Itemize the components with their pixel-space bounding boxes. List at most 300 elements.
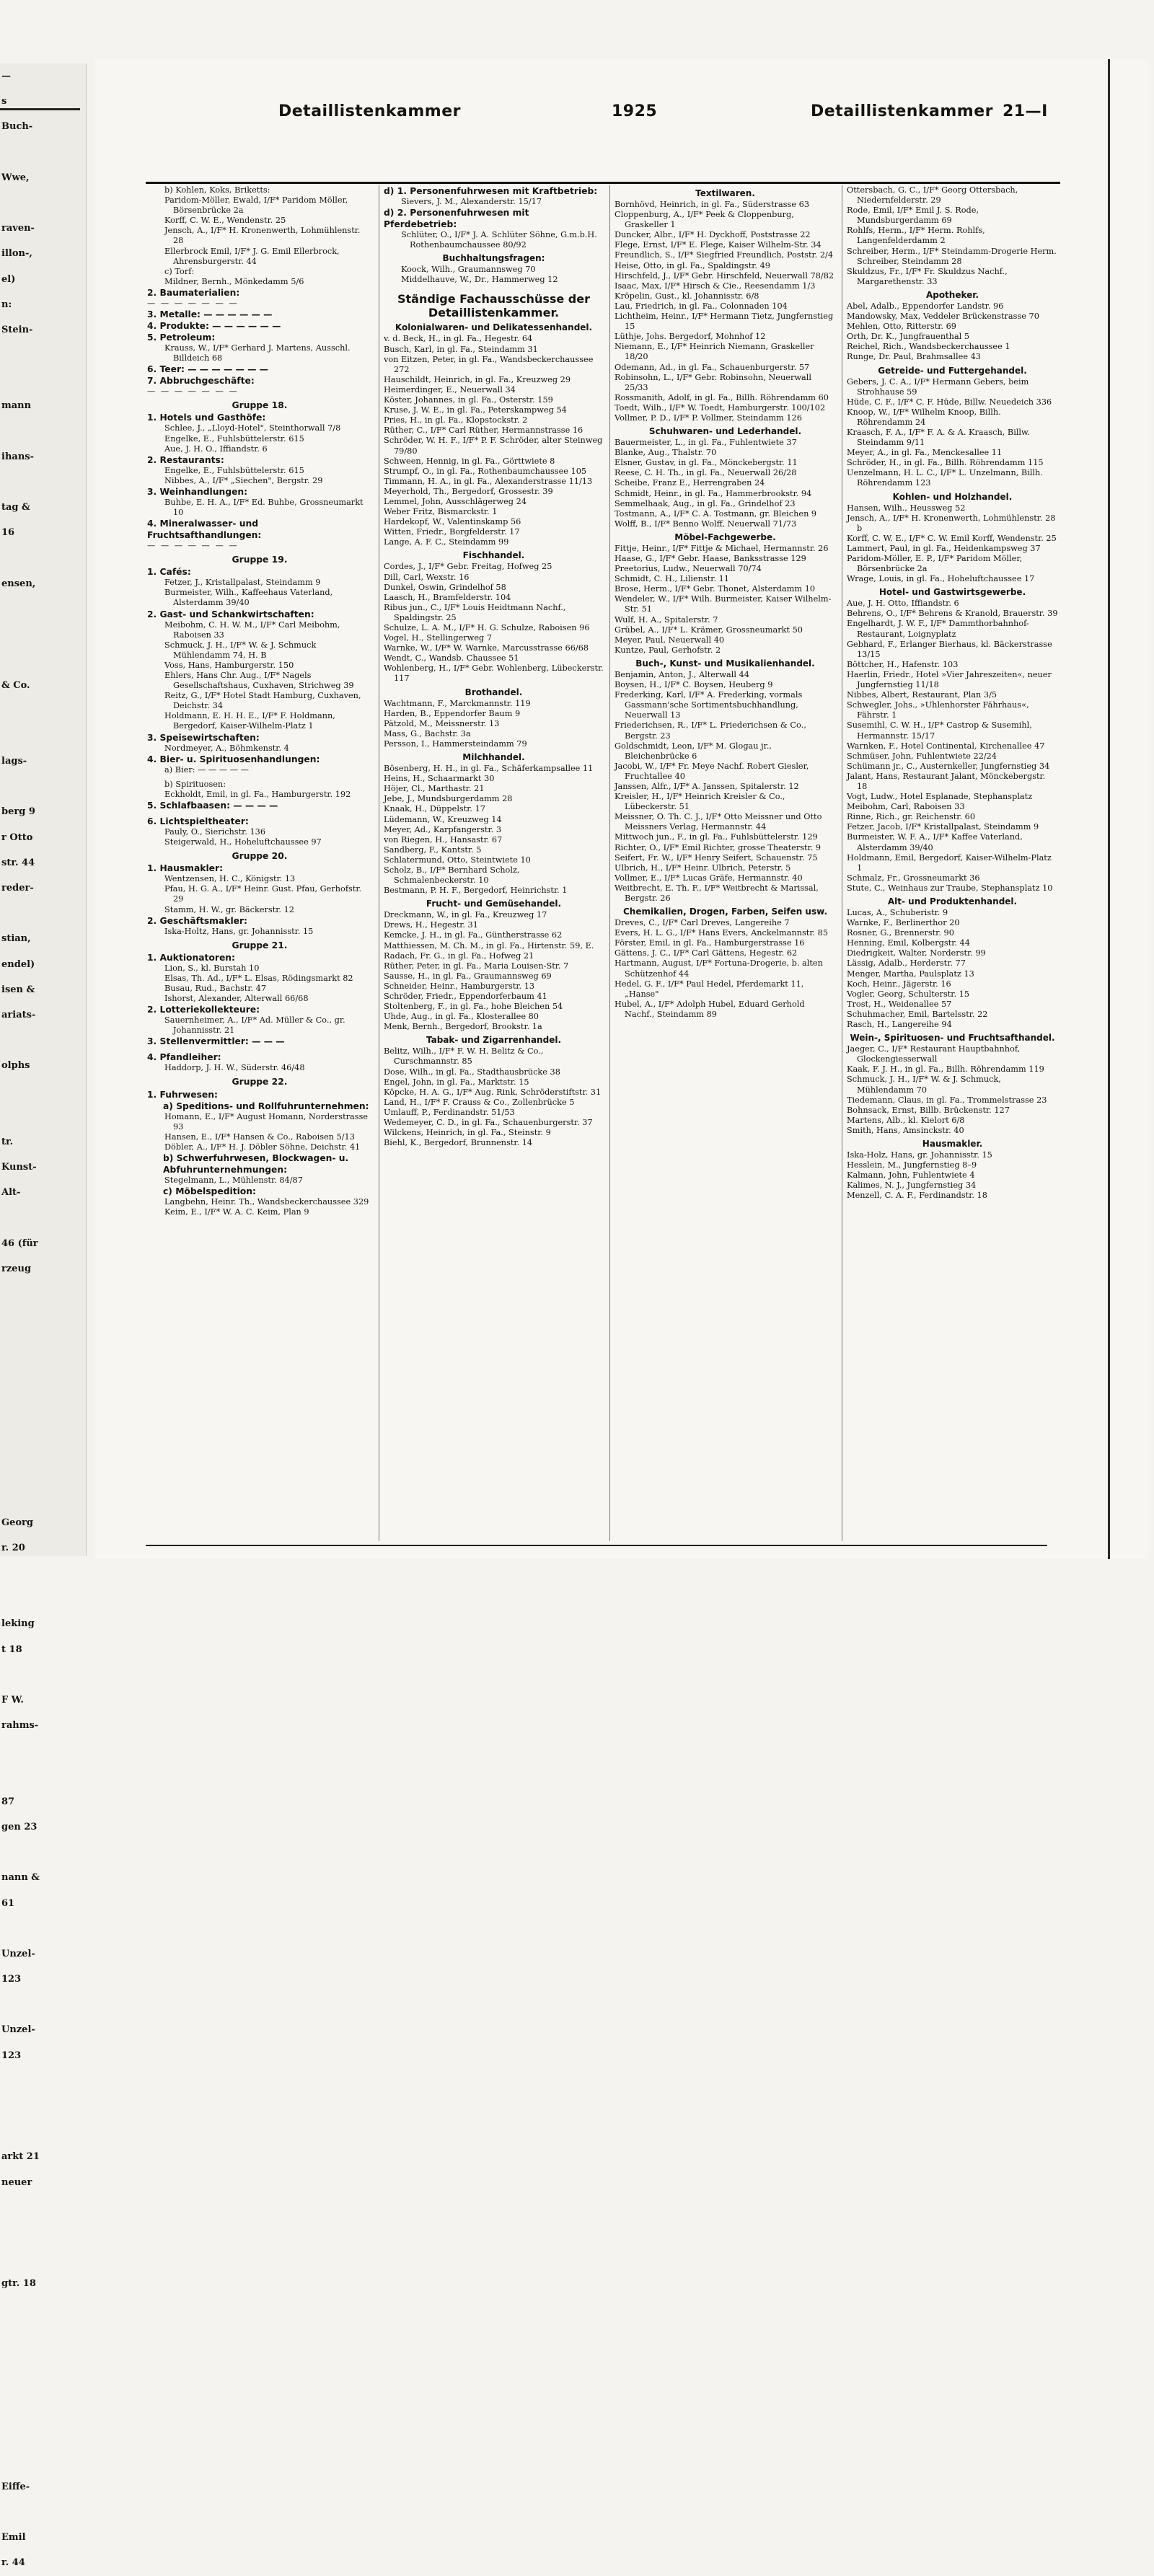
header-year: 1925: [612, 102, 658, 120]
directory-entry: Heimerdinger, E., Neuerwall 34: [384, 384, 516, 394]
previous-page-line: 123: [1, 2050, 22, 2061]
category-heading: 1. Auktionatoren:: [147, 952, 235, 963]
header-rule: [146, 182, 1060, 184]
page-binding-edge: [1108, 59, 1148, 1559]
directory-entry: Korff, C. W. E., I/F* C. W. Emil Korff, Wendenstr. 25: [847, 533, 1057, 543]
previous-page-line: olphs: [1, 1060, 30, 1072]
directory-entry: Vollmer, P. D., I/F* P. Vollmer, Steindamm 126: [615, 413, 802, 423]
section-heading: Wein-, Spirituosen- und Fruchtsafthandel.: [850, 1033, 1055, 1044]
previous-page-line: [0, 2322, 86, 2347]
directory-entry: Busch, Karl, in gl. Fa., Steindamm 31: [384, 344, 538, 354]
directory-entry: Elsner, Gustav, in gl. Fa., Mönckebergstr. 11: [615, 458, 798, 468]
directory-entry: Schlee, J., „Lloyd-Hotel", Steinthorwall 7/8: [164, 423, 341, 433]
section-heading: Milchhandel.: [462, 752, 525, 763]
directory-entry: Jalant, Hans, Restaurant Jalant, Mönckebergstr. 18: [847, 771, 1046, 791]
directory-entry: Iska-Holtz, Hans, gr. Johannisstr. 15: [164, 926, 314, 936]
directory-entry: Dose, Wilh., in gl. Fa., Stadthausbrücke 38: [384, 1067, 560, 1077]
previous-page-line: lags-: [1, 756, 27, 767]
previous-page-line: str. 44: [1, 857, 35, 868]
directory-entry: Bestmann, P. H. F., Bergedorf, Heinrichstr. 1: [384, 886, 568, 896]
directory-entry: Radach, Fr. G., in gl. Fa., Hofweg 21: [384, 950, 534, 961]
previous-page-line: [0, 2246, 86, 2271]
directory-entry: Holdmann, E. H. H. E., I/F* F. Holdmann, Bergedorf, Kaiser-Wilhelm-Platz 1: [164, 711, 335, 731]
directory-entry: Weitbrecht, E. Th. F., I/F* Weitbrecht & Marissal, Bergstr. 26: [615, 883, 819, 903]
directory-entry: Buhbe, E. H. A., I/F* Ed. Buhbe, Grossneumarkt 10: [164, 497, 364, 517]
directory-entry: Mittwoch jun., F., in gl. Fa., Fuhlsbüttelerstr. 129: [615, 832, 818, 842]
section-heading: Buchhaltungsfragen:: [442, 253, 545, 264]
directory-entry: Wilckens, Heinrich, in gl. Fa., Steinstr. 9: [384, 1128, 551, 1138]
previous-page-line: [0, 1434, 86, 1459]
directory-entry: Ehlers, Hans Chr. Aug., I/F* Nagels Gesellschaftshaus, Cuxhaven, Strichweg 39: [164, 671, 354, 691]
directory-entry: Hedel, G. F., I/F* Paul Hedel, Pferdemarkt 11, „Hanse": [615, 979, 804, 999]
previous-page-lines: [0, 63, 86, 2576]
previous-page-line: Emil: [1, 2532, 26, 2544]
previous-page-line: Kunst-: [1, 1162, 37, 1173]
directory-entry: Ishorst, Alexander, Alterwall 66/68: [164, 994, 309, 1004]
previous-page-line: rzeug: [1, 1263, 32, 1274]
previous-page-line: endel): [1, 958, 35, 970]
directory-entry: Engelke, E., Fuhlsbüttelerstr. 615: [164, 465, 304, 475]
directory-entry: Freundlich, S., I/F* Siegfried Freundlich, Poststr. 2/4: [615, 250, 834, 260]
directory-entry: Wendt, C., Wandsb. Chaussee 51: [384, 653, 519, 663]
previous-page-line: [0, 1916, 86, 1941]
directory-entry: Lemmel, John, Ausschlägerweg 24: [384, 496, 527, 506]
section-heading: Brothandel.: [464, 687, 523, 697]
directory-entry: Stamm, H. W., gr. Bäckerstr. 12: [164, 904, 294, 914]
previous-page-line: [0, 2398, 86, 2423]
previous-page-line: [0, 1383, 86, 1408]
section-heading: Kohlen- und Holzhandel.: [892, 491, 1013, 502]
directory-entry: Vogt, Ludw., Hotel Esplanade, Stephansplatz: [847, 792, 1033, 802]
directory-entry: Schmuck, J. H., I/F* W. & J. Schmuck, Mühlendamm 70: [847, 1075, 1001, 1095]
previous-page-line: ihans-: [1, 451, 34, 462]
directory-entry: Wendeler, W., I/F* Wilh. Burmeister, Kaiser Wilhelm-Str. 51: [615, 594, 832, 614]
directory-entry: Schmuck, J. H., I/F* W. & J. Schmuck Mühlendamm 74, H. B: [164, 640, 317, 660]
directory-entry: Rinne, Rich., gr. Reichenstr. 60: [847, 812, 976, 822]
directory-entry: Vollmer, E., I/F* Lucas Gräfe, Hermannstr. 40: [615, 873, 803, 883]
previous-page-line: leking: [1, 1618, 35, 1630]
column-4: [842, 185, 1058, 1541]
section-heading: Chemikalien, Drogen, Farben, Seifen usw.: [622, 907, 827, 917]
previous-page-line: 123: [1, 1974, 22, 1985]
section-heading: Alt- und Produktenhandel.: [887, 896, 1018, 907]
previous-page-line: [0, 774, 86, 799]
previous-page-line: [0, 2068, 86, 2094]
directory-entry: Lammert, Paul, in gl. Fa., Heidenkampsweg 37: [847, 543, 1041, 553]
directory-entry: Schwegler, Johs., »Uhlenhorster Fährhaus«, Fährstr. 1: [847, 700, 1029, 720]
directory-entry: Bornhövd, Heinrich, in gl. Fa., Süderstrasse 63: [615, 200, 810, 209]
directory-entry: Brose, Herm., I/F* Gebr. Thonet, Alsterdamm 10: [615, 584, 816, 594]
group-heading: Gruppe 18.: [232, 400, 288, 411]
directory-entry: Kalmann, John, Fuhlentwiete 4: [847, 1170, 975, 1181]
directory-entry: Kreisler, H., I/F* Heinrich Kreisler & Co., Lübeckerstr. 51: [615, 792, 785, 812]
directory-entry: Pätzold, M., Meissnerstr. 13: [384, 718, 500, 728]
directory-entry: Schröder, H., in gl. Fa., Billh. Röhrendamm 115: [847, 458, 1044, 468]
previous-page-line: Unzel-: [1, 1948, 35, 1959]
previous-page-line: mann: [1, 400, 32, 412]
directory-entry: Vogel, H., Stellingerweg 7: [384, 633, 493, 643]
previous-page-line: 16: [1, 527, 15, 539]
section-heading: Textilwaren.: [695, 188, 755, 198]
directory-entry: Lange, A. F. C., Steindamm 99: [384, 537, 509, 547]
section-heading: Möbel-Fachgewerbe.: [674, 531, 776, 542]
column-1: [147, 185, 372, 1541]
directory-entry: Voss, Hans, Hamburgerstr. 150: [164, 660, 294, 670]
directory-entry: Jebe, J., Mundsburgerdamm 28: [384, 794, 513, 804]
previous-page-line: [0, 2297, 86, 2322]
category-heading: 2. Lotteriekollekteure:: [147, 1005, 260, 1015]
directory-entry: Lässig, Adalb., Herderstr. 77: [847, 958, 966, 969]
directory-entry: Burmeister, W. F. A., I/F* Kaffee Vaterland, Alsterdamm 39/40: [847, 832, 1023, 852]
directory-entry: Odemann, Ad., in gl. Fa., Schauenburgerstr. 57: [615, 362, 810, 372]
directory-entry: Rüther, Peter, in gl. Fa., Maria Louisen-Str. 7: [384, 961, 569, 971]
directory-entry: Koch, Heinr., Jägerstr. 16: [847, 979, 951, 989]
category-heading: 1. Hotels und Gasthöfe:: [147, 413, 266, 423]
directory-entry: Biehl, K., Bergedorf, Brunnenstr. 14: [384, 1138, 533, 1148]
previous-page-line: [0, 2423, 86, 2448]
directory-entry: Mandowsky, Max, Veddeler Brückenstrasse 70: [847, 312, 1039, 322]
directory-entry: Frederking, Karl, I/F* A. Frederking, vormals Gassmann'sche Sortimentsbuchhandlung, Neuerwall 13: [615, 690, 803, 720]
directory-entry: Blanke, Aug., Thalstr. 70: [615, 448, 717, 458]
directory-entry: Paridom-Möller, Ewald, I/F* Paridom Möller, Börsenbrücke 2a: [164, 195, 348, 216]
previous-page-line: el): [1, 273, 16, 285]
category-heading: 4. Bier- u. Spirituosenhandlungen:: [147, 754, 320, 764]
directory-entry: Kröpelin, Gust., kl. Johannisstr. 6/8: [615, 291, 759, 301]
directory-entry: Cordes, J., I/F* Gebr. Freitag, Hofweg 25: [384, 562, 552, 572]
previous-page-line: s: [1, 96, 7, 107]
directory-entry: Böttcher, H., Hafenstr. 103: [847, 659, 959, 669]
previous-page-line: t 18: [1, 1644, 22, 1655]
directory-entry: Meyer, Ad., Karpfangerstr. 3: [384, 824, 502, 834]
category-heading: 4. Pfandleiher:: [147, 1052, 221, 1063]
category-heading: 3. Weinhandlungen:: [147, 486, 248, 497]
directory-entry: Nibbes, Albert, Restaurant, Plan 3/5: [847, 690, 997, 700]
previous-page-line: 87: [1, 1796, 15, 1807]
directory-entry: Vogler, Georg, Schulterstr. 15: [847, 989, 970, 999]
directory-entry: Haddorp, J. H. W., Süderstr. 46/48: [164, 1063, 305, 1073]
directory-entry: Eckholdt, Emil, in gl. Fa., Hamburgerstr. 192: [164, 789, 351, 799]
column-2: [379, 185, 604, 1541]
previous-page-line: Stein-: [1, 324, 33, 335]
directory-entry: Rode, Emil, I/F* Emil J. S. Rode, Mundsburgerdamm 69: [847, 206, 979, 226]
directory-entry: Haerlin, Friedr., Hotel »Vier Jahreszeiten«, neuer Jungfernstieg 11/18: [847, 669, 1052, 690]
directory-entry: Bauermeister, L., in gl. Fa., Fuhlentwiete 37: [615, 438, 797, 448]
directory-entry: Hansen, E., I/F* Hansen & Co., Raboisen 5/13: [164, 1132, 355, 1142]
category-heading: 3. Stellenvermittler: — — —: [147, 1036, 285, 1047]
directory-entry: Gättens, J. C., I/F* Carl Gättens, Hegestr. 62: [615, 948, 798, 958]
category-heading: 4. Mineralwasser- und Fruchtsafthandlungen:: [147, 519, 262, 541]
previous-page-line: r Otto: [1, 832, 33, 843]
directory-entry: Schneider, Heinr., Hamburgerstr. 13: [384, 981, 535, 991]
directory-entry: Hesslein, M., Jungfernstieg 8–9: [847, 1160, 977, 1170]
directory-entry: Jensch, A., I/F* H. Kronenwerth, Lohmühlenstr. 28 b: [847, 513, 1056, 533]
previous-page-line: 61: [1, 1897, 15, 1909]
directory-entry: Busau, Rud., Bachstr. 47: [164, 983, 267, 993]
category-heading: 4. Produkte: — — — — — —: [147, 321, 281, 332]
group-heading: Gruppe 20.: [232, 851, 288, 862]
previous-page-line: Georg: [1, 1517, 33, 1528]
previous-page-line: arkt 21: [1, 2151, 40, 2163]
previous-page-line: [0, 901, 86, 926]
directory-entry: Jaeger, C., I/F* Restaurant Hauptbahnhof, Glockengiesserwall: [847, 1044, 1021, 1064]
directory-entry: Tiedemann, Claus, in gl. Fa., Trommelstrasse 23: [847, 1095, 1047, 1105]
previous-page-line: tag &: [1, 502, 30, 513]
category-heading: 3. Metalle: — — — — — —: [147, 309, 273, 320]
directory-entry: Niemann, E., I/F* Heinrich Niemann, Graskeller 18/20: [615, 342, 814, 362]
blank-placeholder: — — — — — — —: [147, 298, 239, 308]
previous-page-line: Wwe,: [1, 172, 30, 183]
directory-entry: Strumpf, O., in gl. Fa., Rothenbaumchaussee 105: [384, 466, 587, 476]
directory-entry: Seifert, Fr. W., I/F* Henry Seifert, Schauenstr. 75: [615, 852, 818, 863]
directory-entry: Jensch, A., I/F* H. Kronenwerth, Lohmühlenstr. 28: [164, 226, 361, 246]
directory-entry: Bohnsack, Ernst, Billb. Brückenstr. 127: [847, 1105, 1010, 1115]
directory-entry: Lüdemann, W., Kreuzweg 14: [384, 814, 502, 824]
directory-entry: Richter, O., I/F* Emil Richter, grosse Theaterstr. 9: [615, 842, 822, 852]
directory-entry: Semmelhaak, Aug., in gl. Fa., Grindelhof 23: [615, 498, 796, 508]
directory-entry: Susemihl, C. W. H., I/F* Castrop & Susemihl, Hermannstr. 15/17: [847, 720, 1032, 741]
previous-page-line: [0, 1205, 86, 1230]
directory-entry: Meyer, A., in gl. Fa., Menckesallee 11: [847, 448, 1003, 458]
directory-entry: Wulf, H. A., Spitalerstr. 7: [615, 614, 718, 625]
directory-entry: Kalimes, N. J., Jungfernstieg 34: [847, 1181, 977, 1191]
directory-entry: Witten, Friedr., Borgfelderstr. 17: [384, 527, 520, 537]
header-page-number: 21—I: [1003, 102, 1048, 120]
directory-entry: Rüther, C., I/F* Carl Rüther, Hermannstrasse 16: [384, 425, 583, 436]
directory-entry: Mehlen, Otto, Ritterstr. 69: [847, 322, 956, 332]
section-heading: Tabak- und Zigarrenhandel.: [426, 1035, 562, 1046]
directory-entry: Schümann jr., C., Austernkeller, Jungfernstieg 34: [847, 761, 1050, 771]
directory-entry: Schuhmacher, Emil, Bartelsstr. 22: [847, 1009, 988, 1019]
directory-entry: Fetzer, Jacob, I/F* Kristallpalast, Steindamm 9: [847, 822, 1039, 832]
directory-entry: Scholz, B., I/F* Bernhard Scholz, Schmalenbeckerstr. 10: [384, 865, 520, 886]
directory-entry: Scheibe, Franz E., Herrengraben 24: [615, 478, 765, 488]
directory-entry: Meissner, O. Th. C. J., I/F* Otto Meissner und Otto Meissners Verlag, Hermannstr. 44: [615, 812, 822, 832]
directory-entry: Engel, John, in gl. Fa., Marktstr. 15: [384, 1077, 529, 1087]
directory-page: [95, 59, 1148, 1559]
blank-placeholder: — — — — — — —: [147, 541, 239, 551]
directory-entry: Meibohm, Carl, Raboisen 33: [847, 802, 965, 812]
directory-entry: Stegelmann, L., Mühlenstr. 84/87: [164, 1175, 303, 1185]
directory-entry: Haase, G., I/F* Gebr. Haase, Banksstrasse 129: [615, 554, 806, 563]
page-header: [146, 102, 1054, 131]
directory-entry: Sausse, H., in gl. Fa., Graumannsweg 69: [384, 971, 552, 981]
previous-page-line: [0, 1485, 86, 1510]
previous-page-line: [0, 1282, 86, 1307]
directory-entry: Janssen, Alfr., I/F* A. Janssen, Spitalerstr. 12: [615, 781, 799, 791]
previous-page-line: 46 (für: [1, 1238, 38, 1249]
directory-entry: von Riegen, H., Hansastr. 67: [384, 834, 503, 844]
previous-page-line: [0, 1104, 86, 1129]
directory-entry: Smith, Hans, Amsinckstr. 40: [847, 1125, 964, 1135]
previous-page-line: [0, 1079, 86, 1104]
directory-entry: Middelhauve, W., Dr., Hammerweg 12: [401, 275, 558, 285]
directory-entry: Schlüter, O., I/F* J. A. Schlüter Söhne, G.m.b.H. Rothenbaumchaussee 80/92: [401, 230, 597, 250]
directory-entry: Friederichsen, R., I/F* L. Friederichsen & Co., Bergstr. 23: [615, 720, 806, 741]
directory-entry: Ribus jun., C., I/F* Louis Heidtmann Nachf., Spaldingstr. 25: [384, 602, 566, 622]
directory-entry: Kaak, F. J. H., in gl. Fa., Billh. Röhrendamm 119: [847, 1064, 1044, 1075]
directory-entry: Matthiessen, M. Ch. M., in gl. Fa., Hirtenstr. 59, E.: [384, 940, 594, 950]
previous-page-line: [0, 2220, 86, 2246]
directory-entry: Skuldzus, Fr., I/F* Fr. Skuldzus Nachf., Margarethenstr. 33: [847, 266, 1008, 286]
directory-entry: Lichtheim, Heinr., I/F* Hermann Tietz, Jungfernstieg 15: [615, 312, 834, 332]
previous-page-line: illon-,: [1, 248, 32, 260]
directory-entry: Stoltenberg, F., in gl. Fa., hohe Bleichen 54: [384, 1002, 563, 1012]
category-heading: a) Speditions- und Rollfuhrunternehmen:: [163, 1100, 369, 1111]
directory-entry: Pfau, H. G. A., I/F* Heinr. Gust. Pfau, Gerhofstr. 29: [164, 884, 362, 904]
previous-page-line: stian,: [1, 933, 31, 945]
group-heading: Gruppe 22.: [232, 1077, 288, 1088]
previous-page-line: [0, 1408, 86, 1434]
directory-entry: Toedt, Wilh., I/F* W. Toedt, Hamburgerstr. 100/102: [615, 402, 826, 413]
directory-entry: Förster, Emil, in gl. Fa., Hamburgerstrasse 16: [615, 938, 805, 948]
directory-entry: Kuntze, Paul, Gerhofstr. 2: [615, 645, 721, 655]
category-heading: b) Schwerfuhrwesen, Blockwagen- u. Abfuhrunternehmungen:: [163, 1152, 349, 1175]
category-heading: 1. Fuhrwesen:: [147, 1089, 218, 1100]
directory-entry: Homann, E., I/F* August Homann, Norderstrasse 93: [164, 1111, 369, 1132]
previous-page-line: [0, 1561, 86, 1586]
section-heading: Frucht- und Gemüsehandel.: [426, 899, 562, 909]
directory-entry: Schlatermund, Otto, Steintwiete 10: [384, 855, 531, 865]
previous-page-line: [0, 2449, 86, 2474]
section-heading: Buch-, Kunst- und Musikalienhandel.: [635, 658, 815, 669]
previous-page-line: nann &: [1, 1872, 40, 1884]
directory-entry: Aue, J. H. Otto, Iffiandstr. 6: [847, 599, 959, 609]
previous-page-line: [0, 1738, 86, 1763]
directory-entry: Burmeister, Wilh., Kaffeehaus Vaterland, Alsterdamm 39/40: [164, 588, 333, 608]
directory-entry: Wachtmann, F., Marckmannstr. 119: [384, 698, 531, 708]
previous-page-line: [0, 1586, 86, 1611]
directory-entry: Boysen, H., I/F* C. Boysen, Heuberg 9: [615, 680, 773, 690]
directory-entry: Menzell, C. A. F., Ferdinandstr. 18: [847, 1191, 987, 1201]
directory-entry: Fittje, Heinr., I/F* Fittje & Michael, Hermannstr. 26: [615, 543, 829, 553]
previous-page-line: —: [1, 71, 11, 81]
previous-page-line: & Co.: [1, 679, 30, 691]
directory-entry: Sandberg, F., Kantstr. 5: [384, 844, 482, 855]
category-heading: 2. Gast- und Schankwirtschaften:: [147, 609, 314, 619]
directory-entry: Stute, C., Weinhaus zur Traube, Stephansplatz 10: [847, 883, 1053, 893]
directory-entry: v. d. Beck, H., in gl. Fa., Hegestr. 64: [384, 334, 533, 344]
directory-entry: Schmidt, Heinr., in gl. Fa., Hammerbrookstr. 94: [615, 488, 812, 498]
directory-entry: Behrens, O., I/F* Behrens & Kranold, Brauerstr. 39: [847, 609, 1058, 619]
directory-entry: Keim, E., I/F* W. A. C. Keim, Plan 9: [164, 1207, 309, 1217]
previous-page-line: [0, 1764, 86, 1789]
committee-title: Ständige Fachausschüsse der Detaillistenkammer.: [397, 292, 590, 320]
category-heading: 2. Baumaterialien:: [147, 287, 240, 298]
directory-entry: Gebhard, F., Erlanger Bierhaus, kl. Bäckerstrasse 13/15: [847, 639, 1052, 659]
category-heading: d) 1. Personenfuhrwesen mit Kraftbetrieb:: [384, 186, 598, 196]
previous-page-rule: [0, 108, 80, 110]
directory-entry: Köpcke, H. A. G., I/F* Aug. Rink, Schröderstiftstr. 31: [384, 1087, 602, 1097]
category-heading: 2. Geschäftsmakler:: [147, 915, 247, 926]
directory-entry: Hansen, Wilh., Heussweg 52: [847, 503, 966, 513]
previous-page-line: [0, 622, 86, 647]
blank-placeholder: — — — — — — —: [147, 387, 239, 397]
directory-entry: Uenzelmann, H. L. C., I/F* L. Unzelmann, Billh. Röhrendamm 123: [847, 468, 1043, 488]
directory-entry: Schröder, Friedr., Eppendorferbaum 41: [384, 992, 547, 1001]
directory-entry: Dunkel, Oswin, Grindelhof 58: [384, 582, 506, 592]
category-heading: 1. Cafés:: [147, 567, 191, 578]
directory-entry: b) Kohlen, Koks, Briketts:: [164, 185, 270, 195]
previous-page-line: [0, 546, 86, 571]
directory-entry: Knaak, H., Düppelstr. 17: [384, 804, 485, 814]
category-heading: 6. Lichtspieltheater:: [147, 816, 249, 826]
directory-entry: Ottersbach, G. C., I/F* Georg Ottersbach, Niedernfelderstr. 29: [847, 185, 1018, 206]
directory-entry: Langbehn, Heinr. Th., Wandsbeckerchaussee 329: [164, 1197, 369, 1207]
group-heading: Gruppe 21.: [232, 940, 288, 950]
directory-entry: Grübel, A., I/F* L. Krämer, Grossneumarkt 50: [615, 625, 803, 635]
directory-entry: Dreckmann, W., in gl. Fa., Kreuzweg 17: [384, 910, 547, 920]
directory-entry: Weber Fritz, Bismarckstr. 1: [384, 507, 498, 517]
previous-page-line: [0, 469, 86, 495]
section-heading: Apotheker.: [925, 289, 979, 300]
directory-entry: Heise, Otto, in gl. Fa., Spaldingstr. 49: [615, 260, 770, 270]
previous-page-line: [0, 1358, 86, 1383]
directory-entry: Kruse, J. W. E., in gl. Fa., Peterskampweg 54: [384, 405, 567, 415]
category-heading: c) Möbelspedition:: [163, 1186, 256, 1196]
directory-entry: Martens, Alb., kl. Kielort 6/8: [847, 1115, 965, 1125]
directory-entry: Schulze, L. A. M., I/F* H. G. Schulze, Raboisen 96: [384, 623, 590, 632]
previous-page-line: [0, 1662, 86, 1688]
directory-entry: Umlauff, P., Ferdinandstr. 51/53: [384, 1107, 515, 1117]
directory-entry: Goldschmidt, Leon, I/F* M. Glogau jr., Bleichenbrücke 6: [615, 741, 772, 761]
category-heading: 6. Teer: — — — — — — —: [147, 364, 268, 375]
directory-entry: Schmüser, John, Fuhlentwiete 22/24: [847, 751, 997, 761]
previous-page-line: Alt-: [1, 1187, 21, 1199]
directory-entry: Hubel, A., I/F* Adolph Hubel, Eduard Gerhold Nachf., Steindamm 89: [615, 999, 805, 1019]
previous-page-line: [0, 2119, 86, 2144]
directory-entry: Benjamin, Anton, J., Alterwall 44: [615, 669, 749, 679]
previous-page-line: Eiffe-: [1, 2481, 30, 2492]
category-heading: 5. Schlafbaasen: — — — —: [147, 800, 278, 811]
directory-entry: Sauernheimer, A., I/F* Ad. Müller & Co., gr. Johannisstr. 21: [164, 1015, 345, 1036]
directory-entry: Hardekopf, W., Valentinskamp 56: [384, 517, 521, 527]
directory-entry: Kraasch, F. A., I/F* F. A. & A. Kraasch, Billw. Steindamm 9/11: [847, 427, 1030, 448]
directory-entry: Lau, Friedrich, in gl. Fa., Colonnaden 104: [615, 301, 788, 311]
directory-entry: Orth, Dr. K., Jungfrauenthal 5: [847, 332, 970, 342]
directory-entry: Schween, Hennig, in gl. Fa., Görttwiete 8: [384, 456, 555, 466]
previous-page-line: [0, 140, 86, 165]
previous-page-line: ensen,: [1, 578, 36, 589]
directory-entry: Rasch, H., Langereihe 94: [847, 1020, 952, 1030]
section-heading: Getreide- und Futtergehandel.: [878, 365, 1027, 376]
directory-entry: Persson, I., Hammersteindamm 79: [384, 738, 527, 749]
directory-entry: Krauss, W., I/F* Gerhard J. Martens, Ausschl. Billdeich 68: [164, 343, 351, 363]
directory-entry: Wrage, Louis, in gl. Fa., Hoheluftchaussee 17: [847, 574, 1035, 584]
section-heading: Schuhwaren- und Lederhandel.: [648, 426, 802, 437]
previous-page-line: [0, 343, 86, 368]
directory-entry: Drews, H., Hegestr. 31: [384, 920, 478, 930]
previous-page-line: [0, 1028, 86, 1053]
directory-entry: Meibohm, C. H. W. M., I/F* Carl Meibohm, Raboisen 33: [164, 619, 340, 640]
directory-entry: Hartmann, August, I/F* Fortuna-Drogerie, b. alten Schützenhof 44: [615, 958, 823, 979]
header-title-right: Detaillistenkammer: [811, 102, 993, 120]
directory-entry: Harden, B., Eppendorfer Baum 9: [384, 708, 521, 718]
directory-entry: Menk, Bernh., Bergedorf, Brookstr. 1a: [384, 1022, 542, 1032]
previous-page-line: [0, 1992, 86, 2017]
previous-page-line: rahms-: [1, 1720, 39, 1732]
previous-page-line: [0, 596, 86, 622]
directory-entry: Isaac, Max, I/F* Hirsch & Cie., Reesendamm 1/3: [615, 281, 816, 291]
directory-entry: Pries, H., in gl. Fa., Klopstockstr. 2: [384, 415, 528, 425]
directory-entry: Lüthje, Johs. Bergedorf, Mohnhof 12: [615, 332, 766, 342]
previous-page-line: reder-: [1, 883, 34, 894]
previous-page-line: r. 44: [1, 2557, 25, 2569]
directory-entry: Iska-Holz, Hans, gr. Johannisstr. 15: [847, 1150, 992, 1160]
directory-entry: Korff, C. W. E., Wendenstr. 25: [164, 216, 286, 226]
directory-entry: Ulbrich, H., I/F* Heinr. Ulbrich, Peterstr. 5: [615, 863, 791, 873]
previous-page-line: [0, 2195, 86, 2220]
category-heading: d) 2. Personenfuhrwesen mit Pferdebetrieb:: [384, 208, 529, 230]
